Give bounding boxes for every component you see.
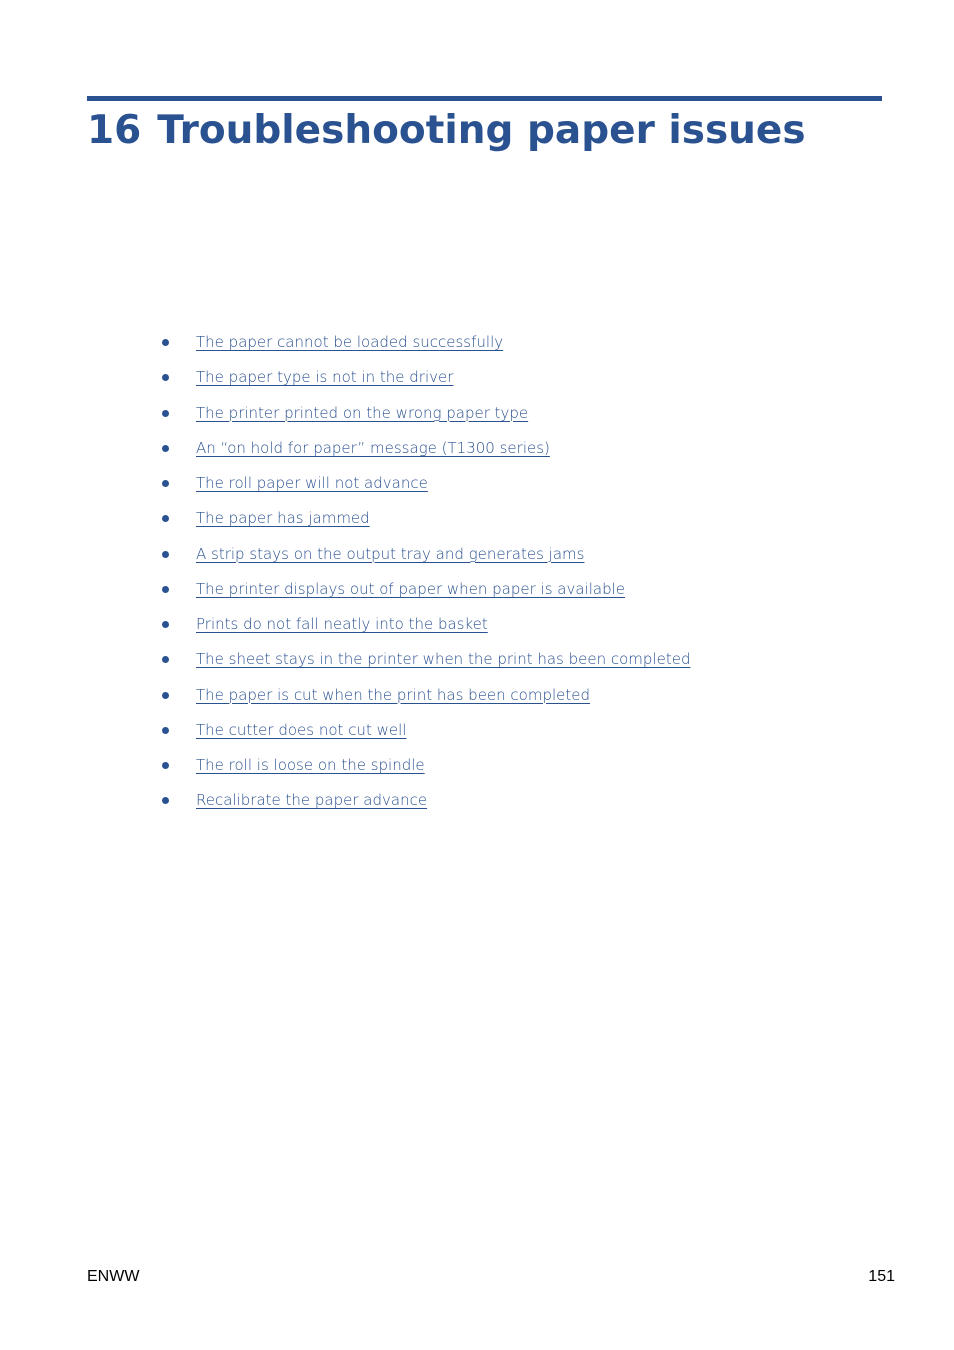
bullet-icon bbox=[162, 586, 169, 593]
chapter-title bbox=[87, 106, 806, 156]
bullet-icon bbox=[162, 410, 169, 417]
list-item bbox=[160, 577, 690, 612]
toc-link[interactable]: The paper is cut when the print has been completed bbox=[196, 685, 591, 704]
toc-link[interactable]: Recalibrate the paper advance bbox=[196, 791, 428, 810]
list-item bbox=[160, 365, 690, 400]
footer-label: ENWW bbox=[87, 1268, 140, 1285]
toc-link[interactable]: The cutter does not cut well bbox=[196, 720, 407, 739]
toc-link[interactable]: A strip stays on the output tray and generates jams bbox=[196, 544, 585, 563]
toc-link[interactable]: The roll is loose on the spindle bbox=[196, 756, 425, 774]
list-item bbox=[160, 542, 690, 577]
bullet-icon bbox=[162, 445, 169, 452]
list-item bbox=[160, 471, 690, 506]
list-item bbox=[160, 753, 690, 788]
list-item bbox=[160, 683, 690, 718]
list-item bbox=[160, 436, 690, 471]
toc-link[interactable]: The paper cannot be loaded successfully bbox=[196, 333, 504, 351]
chapter-title-text: Troubleshooting paper issues bbox=[157, 108, 806, 153]
list-item bbox=[160, 506, 690, 541]
list-item bbox=[160, 788, 690, 823]
toc-list bbox=[160, 330, 690, 824]
bullet-icon bbox=[162, 339, 169, 346]
list-item bbox=[160, 330, 690, 365]
toc-link[interactable]: An “on hold for paper” message (T1300 series) bbox=[196, 438, 550, 457]
toc-link[interactable]: The printer displays out of paper when paper is available bbox=[196, 579, 626, 598]
toc-link[interactable]: The roll paper will not advance bbox=[196, 474, 428, 492]
bullet-icon bbox=[162, 480, 169, 487]
toc-link[interactable]: The sheet stays in the printer when the print has been completed bbox=[196, 650, 691, 669]
list-item bbox=[160, 718, 690, 753]
toc-link[interactable]: The paper type is not in the driver bbox=[196, 368, 454, 387]
bullet-icon bbox=[162, 374, 169, 381]
chapter-number: 16 bbox=[87, 108, 142, 153]
list-item bbox=[160, 612, 690, 647]
page-number: 151 bbox=[868, 1268, 895, 1285]
bullet-icon bbox=[162, 692, 169, 699]
bullet-icon bbox=[162, 551, 169, 558]
toc-link[interactable]: The paper has jammed bbox=[196, 509, 370, 528]
bullet-icon bbox=[162, 656, 169, 663]
bullet-icon bbox=[162, 797, 169, 804]
list-item bbox=[160, 401, 690, 436]
list-item bbox=[160, 647, 690, 682]
bullet-icon bbox=[162, 762, 169, 769]
toc-link[interactable]: The printer printed on the wrong paper type bbox=[196, 403, 529, 422]
bullet-icon bbox=[162, 621, 169, 628]
toc-link[interactable]: Prints do not fall neatly into the basket bbox=[196, 615, 488, 633]
bullet-icon bbox=[162, 727, 169, 734]
chapter-rule bbox=[87, 96, 882, 101]
bullet-icon bbox=[162, 515, 169, 522]
